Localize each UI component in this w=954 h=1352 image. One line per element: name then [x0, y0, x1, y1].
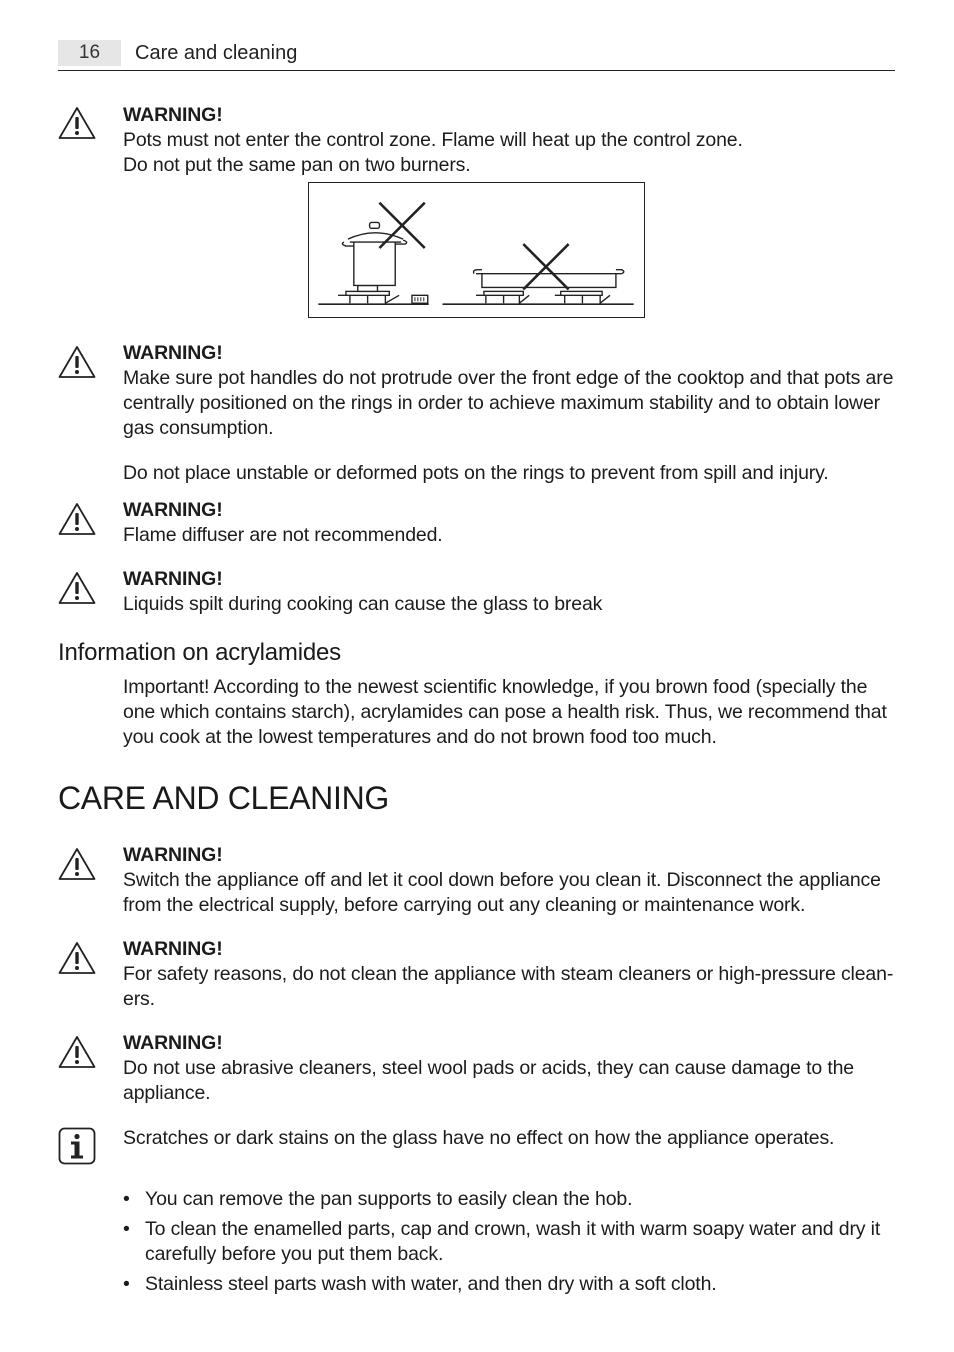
warning-text: Liquids spilt during cooking can cause the glass to break	[123, 593, 603, 615]
warning-text: For safety reasons, do not clean the appliance with steam cleaners or high-pressure cleaners.	[123, 963, 894, 1010]
warning-title: WARNING!	[123, 844, 223, 866]
warning-title: WARNING!	[123, 104, 223, 126]
header-section-title: Care and cleaning	[135, 42, 298, 64]
warning-flame-diffuser	[123, 498, 895, 548]
warning-abrasive-cleaners	[123, 1031, 895, 1106]
acrylamides-heading: Information on acrylamides	[58, 639, 341, 666]
warning-liquids-spilt	[123, 567, 895, 617]
single-burner-pot-illustration	[318, 203, 428, 304]
warning-control-zone	[123, 103, 895, 178]
warning-title: WARNING!	[123, 938, 223, 960]
warning-triangle-icon	[58, 941, 96, 975]
info-note	[123, 1126, 895, 1151]
warning-triangle-icon	[58, 571, 96, 605]
warning-text: Pots must not enter the control zone. Flame will heat up the control zone.	[123, 129, 743, 151]
warning-text: Switch the appliance off and let it cool down before you clean it. Disconnect the appliance from the electrical supply, before carrying out any cleaning or maintenance work.	[123, 869, 881, 916]
warning-title: WARNING!	[123, 1032, 223, 1054]
warning-triangle-icon	[58, 1035, 96, 1069]
warning-text: Make sure pot handles do not protrude over the front edge of the cooktop and that pots are centrally positioned on the rings in order to achieve maximum stability and to obtain lower gas consumption.	[123, 367, 894, 439]
warning-title: WARNING!	[123, 568, 223, 590]
warning-pot-handles	[123, 341, 895, 486]
warning-triangle-icon	[58, 847, 96, 881]
warning-text: Do not put the same pan on two burners.	[123, 154, 471, 176]
cleaning-bullet-list	[123, 1187, 895, 1302]
list-item: • Stainless steel parts wash with water, and then dry with a soft cloth.	[123, 1272, 895, 1297]
warning-triangle-icon	[58, 502, 96, 536]
page-number: 16	[58, 40, 121, 66]
warning-steam-cleaners	[123, 937, 895, 1012]
care-and-cleaning-heading: CARE AND CLEANING	[58, 780, 389, 816]
warning-switch-off	[123, 843, 895, 918]
list-item: • You can remove the pan supports to easily clean the hob.	[123, 1187, 895, 1212]
list-item: • To clean the enamelled parts, cap and crown, wash it with warm soapy water and dry it carefully before you put them back.	[123, 1217, 895, 1267]
acrylamides-paragraph	[123, 675, 895, 750]
important-label: Important!	[123, 676, 210, 698]
double-burner-pan-illustration	[443, 244, 634, 304]
warning-triangle-icon	[58, 345, 96, 379]
warning-text: Do not use abrasive cleaners, steel wool pads or acids, they can cause damage to the appliance.	[123, 1057, 854, 1104]
header-divider	[58, 70, 895, 71]
info-icon	[58, 1127, 96, 1165]
info-text: Scratches or dark stains on the glass have no effect on how the appliance operates.	[123, 1127, 835, 1149]
warning-text: Flame diffuser are not recommended.	[123, 524, 443, 546]
burner-illustration	[308, 182, 645, 318]
warning-title: WARNING!	[123, 342, 223, 364]
warning-title: WARNING!	[123, 499, 223, 521]
warning-text: Do not place unstable or deformed pots on the rings to prevent from spill and injury.	[123, 462, 829, 484]
acrylamides-text: According to the newest scientific knowledge, if you brown food (specially the one which contains starch), acrylamides can pose a health risk. Thus, we recommend that you cook at the lowest temperatures and do not brown food too much.	[123, 676, 887, 748]
warning-triangle-icon	[58, 106, 96, 140]
